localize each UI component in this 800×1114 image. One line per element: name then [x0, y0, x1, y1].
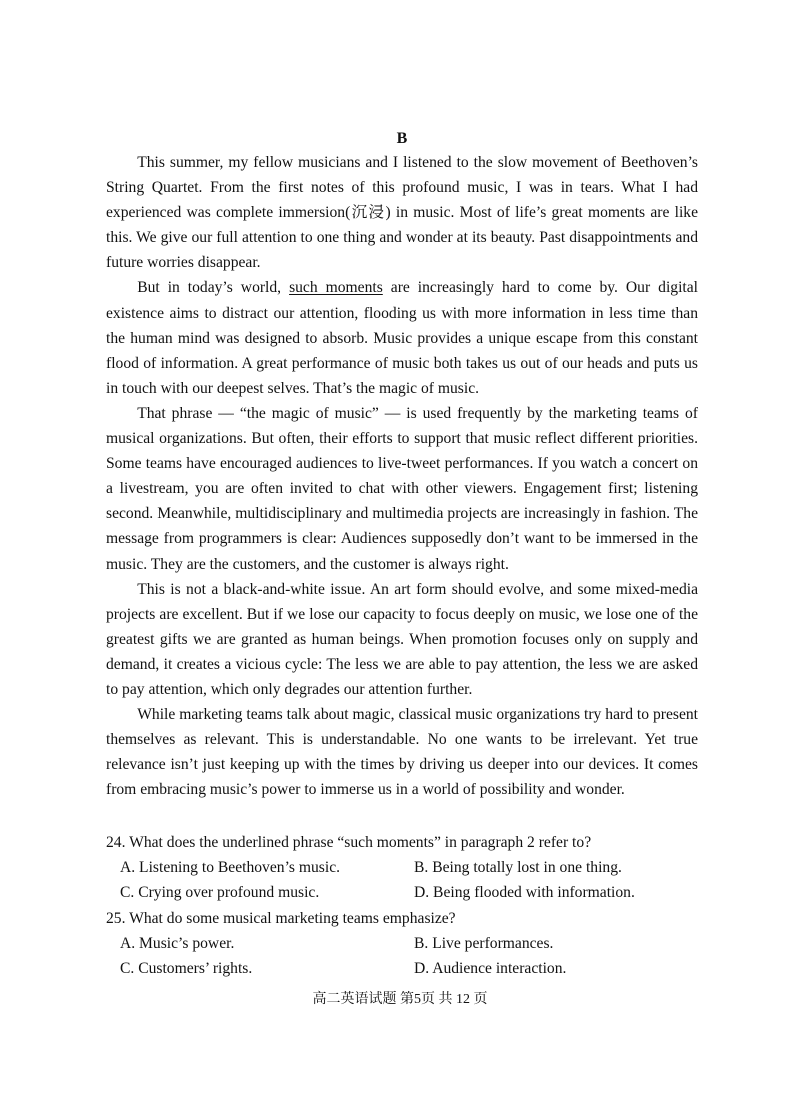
paragraph-5: While marketing teams talk about magic, classical music organizations try hard to present themselves as relevant. This is understandable. No one wants to be irrelevant. Yet true relevance isn’t just keeping up with the times by driving us deeper into our devices. It comes from embracing music’s power to immerse us in a world of possibility and wonder. [106, 706, 698, 799]
question-25-option-b: B. Live performances. [414, 934, 554, 952]
question-24-options-row-1 [106, 855, 706, 880]
paragraph-1: This summer, my fellow musicians and I listened to the slow movement of Beethoven’s String Quartet. From the first notes of this profound music, I was in tears. What I had experienced was complete immersion(沉浸) in music. Most of life’s great moments are like this. We give our full attention to one thing and wonder at its beauty. Past disappointments and future worries disappear. [106, 154, 698, 272]
underlined-phrase: such moments [289, 279, 383, 297]
question-25-option-a: A. Music’s power. [120, 934, 235, 952]
questions-section [106, 830, 706, 981]
question-24-option-c: C. Crying over profound music. [120, 884, 320, 902]
paragraph-2 [106, 275, 698, 400]
question-24-option-b: B. Being totally lost in one thing. [414, 859, 622, 877]
question-25-stem: 25. What do some musical marketing teams emphasize? [106, 909, 456, 927]
question-25-options-row-2 [106, 956, 706, 981]
question-25-option-c: C. Customers’ rights. [120, 959, 253, 977]
section-title: B [396, 130, 408, 147]
question-24-stem: 24. What does the underlined phrase “such moments” in paragraph 2 refer to? [106, 834, 592, 851]
question-25-options-row-1 [106, 931, 706, 956]
paragraph-2-start: But in today’s world, [137, 279, 290, 297]
reading-passage [106, 150, 698, 802]
question-24-option-a: A. Listening to Beethoven’s music. [120, 859, 341, 877]
paragraph-2-rest: are increasingly hard to come by. Our digital existence aims to distract our attention, flooding us with more information in less time than the human mind was designed to absorb. Music provides a unique escape from this constant flood of information. A great performance of music both takes us out of our heads and puts us in touch with our deepest selves. That’s the magic of music. [106, 279, 698, 397]
question-24-options-row-2 [106, 880, 706, 905]
question-25-option-d: D. Audience interaction. [414, 959, 567, 977]
page-footer: 高二英语试题 第5页 共 12 页 [312, 992, 488, 1007]
paragraph-4: This is not a black-and-white issue. An art form should evolve, and some mixed-media projects are excellent. But if we lose our capacity to focus deeply on music, we lose one of the greatest gifts we are granted as human beings. When promotion focuses only on supply and demand, it creates a vicious cycle: The less we are able to pay attention, the less we are asked to pay attention, which only degrades our attention further. [106, 580, 698, 698]
paragraph-3: That phrase — “the magic of music” — is used frequently by the marketing teams of musical organizations. But often, their efforts to support that music reflect different priorities. Some teams have encouraged audiences to live-tweet performances. If you watch a concert on a livestream, you are often invited to chat with other viewers. Engagement first; listening second. Meanwhile, multidisciplinary and multimedia projects are increasingly in fashion. The message from programmers is clear: Audiences supposedly don’t want to be immersed in the music. They are the customers, and the customer is always right. [106, 404, 698, 573]
question-24-option-d: D. Being flooded with information. [414, 884, 635, 902]
